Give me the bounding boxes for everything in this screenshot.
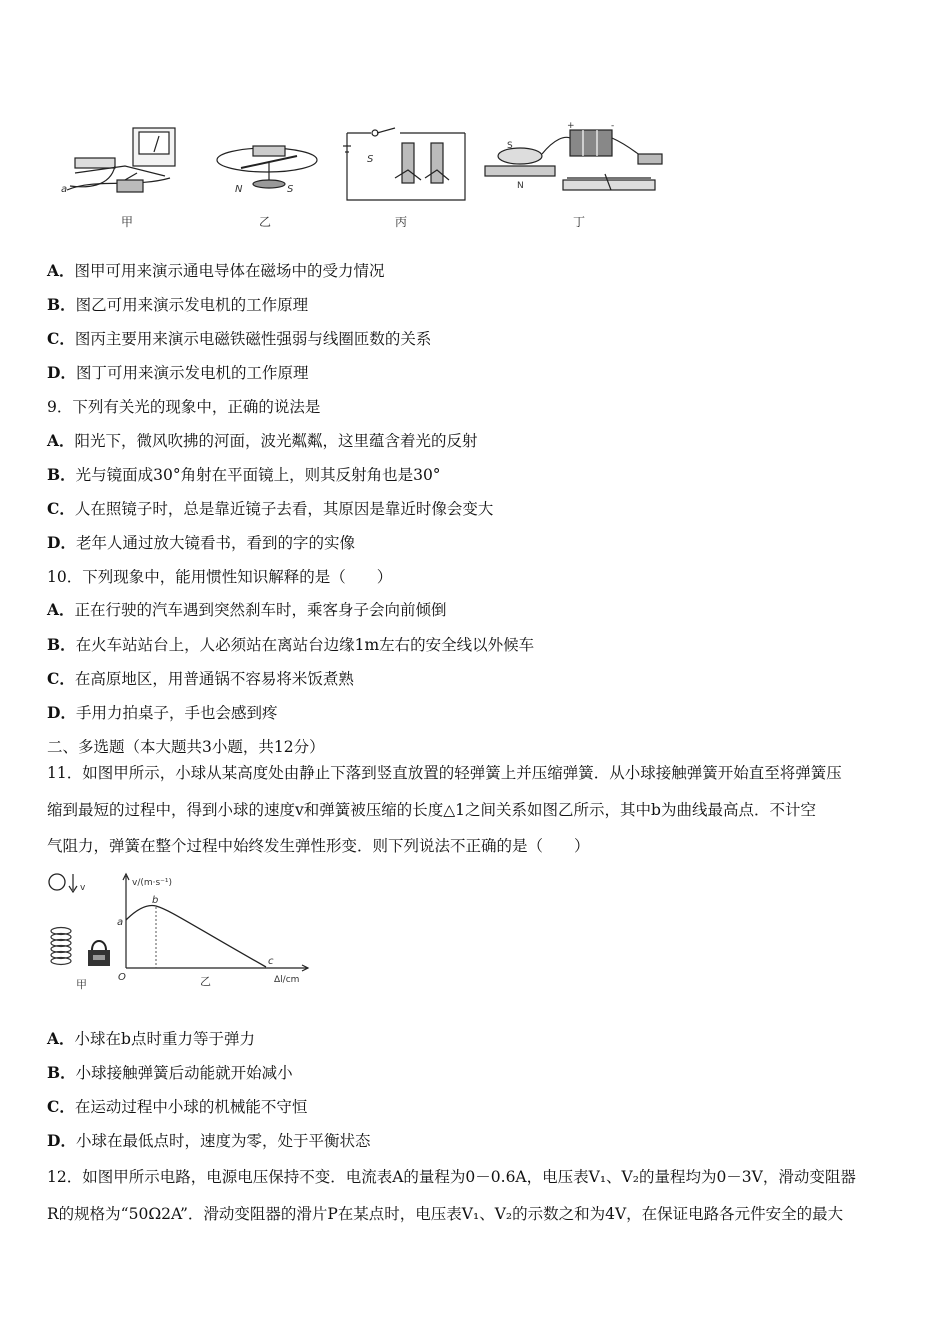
yi-label-n: N [235,184,243,195]
x-axis-label: Δl/cm [274,975,300,985]
option-text: 在火车站站台上，人必须站在离站台边缘1m左右的安全线以外候车 [75,636,535,654]
option-letter: A． [47,600,75,619]
option-letter: B． [47,295,76,314]
figure-label-bing: 丙 [395,215,408,229]
figure-label-ding: 丁 [573,215,586,229]
option-text: 小球在b点时重力等于弹力 [74,1030,255,1048]
figure-label-jia: 甲 [121,215,134,229]
ding-label-s: S [507,141,513,151]
velocity-arrow-label: v [80,883,86,893]
spring-velocity-figure [40,868,320,996]
ding-label-plus: + [567,121,575,131]
option-letter: B． [47,465,76,484]
figure-bing [343,128,465,200]
mass-block-shape [88,941,110,966]
q11-option-a [47,1029,255,1049]
q11-stem-line-1: 11．如图甲所示，小球从某高度处由静止下落到竖直放置的轻弹簧上并压缩弹簧．从小球接触弹簧开始直至将弹簧压 [47,764,842,782]
point-a-label: a [117,917,124,928]
option-text: 正在行驶的汽车遇到突然刹车时，乘客身子会向前倾倒 [74,601,447,619]
q8-option-c [47,329,431,349]
ding-label-minus: - [611,121,615,131]
figure-yi [217,146,317,188]
q9-option-a [47,431,478,451]
q9-option-c [47,499,493,519]
point-c-label: c [268,956,274,967]
figure-label-jia: 甲 [76,978,87,991]
bing-label-s: S [367,154,374,165]
option-letter: A． [47,1029,75,1048]
q9-stem: 9．下列有关光的现象中，正确的说法是 [47,398,321,416]
option-letter: D． [47,363,76,382]
option-text: 图甲可用来演示通电导体在磁场中的受力情况 [74,262,385,280]
q10-stem: 10．下列现象中，能用惯性知识解释的是（ ） [47,568,393,586]
q10-option-c [47,669,354,689]
q10-option-a [47,600,447,620]
option-text: 老年人通过放大镜看书，看到的字的实像 [75,534,355,552]
q10-option-d [47,703,277,723]
figure-jia [67,128,175,192]
q11-figure [40,868,320,996]
option-text: 在高原地区，用普通锅不容易将米饭煮熟 [74,670,354,688]
option-text: 在运动过程中小球的机械能不守恒 [74,1098,308,1116]
option-letter: D． [47,1131,76,1150]
q8-option-b [47,295,308,315]
option-letter: B． [47,635,76,654]
figure-ding [485,130,662,190]
q11-stem-line-3: 气阻力，弹簧在整个过程中始终发生弹性形变．则下列说法不正确的是（ ） [47,837,590,855]
jia-label-a: a [61,184,68,195]
option-letter: A． [47,431,75,450]
ding-label-n: N [517,181,524,191]
option-text: 光与镜面成30°角射在平面镜上，则其反射角也是30° [75,466,441,484]
option-letter: A． [47,261,75,280]
option-letter: B． [47,1063,76,1082]
velocity-curve [126,906,266,967]
option-letter: C． [47,499,75,518]
q12-stem-line-2: R的规格为“50Ω2A”．滑动变阻器的滑片P在某点时，电压表V₁、V₂的示数之和为4V，在保证电路各元件安全的最大 [47,1205,844,1223]
option-text: 人在照镜子时，总是靠近镜子去看，其原因是靠近时像会变大 [74,500,494,518]
point-b-label: b [152,895,159,906]
q11-option-b [47,1063,293,1083]
q10-option-b [47,635,534,655]
option-letter: D． [47,703,76,722]
option-text: 图乙可用来演示发电机的工作原理 [75,296,309,314]
option-text: 手用力拍桌子，手也会感到疼 [75,704,278,722]
section-heading-multiple-choice: 二、多选题（本大题共3小题，共12分） [47,738,325,756]
q9-option-d [47,533,355,553]
option-letter: C． [47,329,75,348]
spring-shape [51,928,71,965]
origin-label: O [118,972,126,983]
option-text: 阳光下，微风吹拂的河面，波光粼粼，这里蕴含着光的反射 [74,432,478,450]
option-text: 图丁可用来演示发电机的工作原理 [75,364,309,382]
y-axis-label: v/(m·s⁻¹) [132,878,173,888]
q11-stem-line-2: 缩到最短的过程中，得到小球的速度v和弹簧被压缩的长度△1之间关系如图乙所示，其中b为曲线最高点．不计空 [47,801,816,819]
q11-option-d [47,1131,370,1151]
q8-option-a [47,261,385,281]
option-text: 小球在最低点时，速度为零，处于平衡状态 [75,1132,371,1150]
option-letter: C． [47,669,75,688]
option-letter: D． [47,533,76,552]
figure-label-yi: 乙 [200,975,211,988]
figure-label-yi: 乙 [259,215,272,229]
q11-option-c [47,1097,307,1117]
option-text: 小球接触弹簧后动能就开始减小 [75,1064,293,1082]
option-letter: C． [47,1097,75,1116]
q12-stem-line-1: 12．如图甲所示电路，电源电压保持不变．电流表A的量程为0－0.6A，电压表V₁、V₂的量程均为0－3V，滑动变阻器 [47,1168,856,1186]
option-text: 图丙主要用来演示电磁铁磁性强弱与线圈匝数的关系 [74,330,432,348]
q8-option-d [47,363,308,383]
yi-label-s: S [287,184,294,195]
ball-shape [49,874,65,890]
q9-option-b [47,465,441,485]
